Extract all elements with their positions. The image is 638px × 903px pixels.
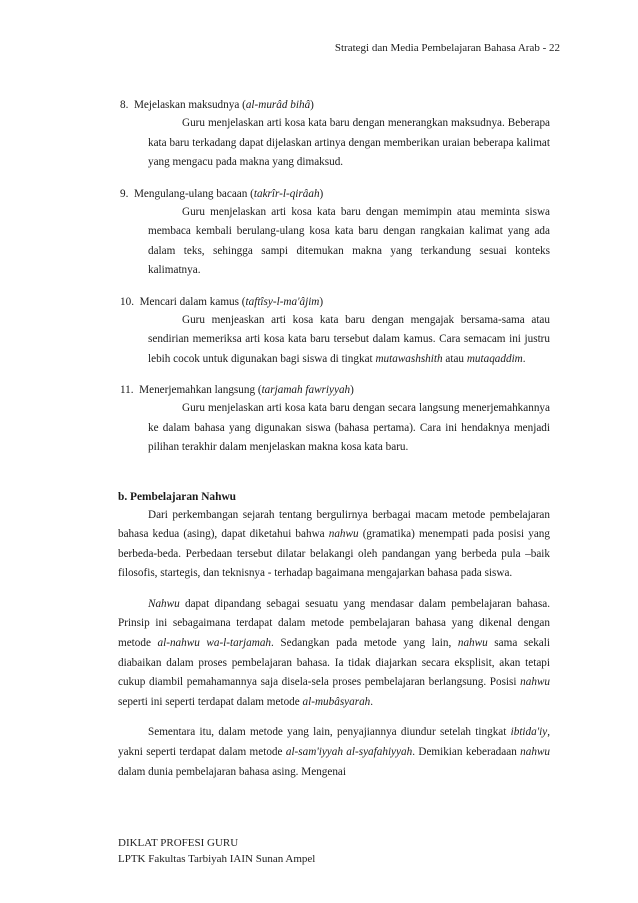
item-number: 11.	[120, 384, 134, 396]
paragraph-term: al-mubâsyarah	[302, 695, 371, 708]
item-text-part: atau	[442, 352, 467, 365]
list-item	[118, 381, 550, 458]
paragraph-term: nahwu	[457, 637, 488, 650]
item-number: 9.	[120, 187, 129, 200]
item-title: Mengulang-ulang bacaan (	[133, 187, 254, 200]
item-text: Guru menjelaskan arti kosa kata baru dengan menerangkan maksudnya. Beberapa kata baru terkadang dapat dijelaskan artinya dengan memberikan uraian beberapa kalimat yang mengacu pada makna yang dimaksud.	[148, 117, 550, 168]
list-item-body	[118, 399, 550, 458]
item-number: 10.	[120, 295, 134, 308]
paragraph-term: ibtida'iy	[510, 726, 548, 739]
paragraph-text: . Demikian keberadaan	[412, 746, 521, 759]
list-item-heading	[118, 293, 550, 311]
list-item	[118, 185, 550, 281]
item-title: Mejelaskan maksudnya (	[133, 99, 246, 111]
item-arabic-term: al-murâd bihâ	[245, 99, 311, 111]
running-header: Strategi dan Media Pembelajaran Bahasa Arab - 22	[334, 42, 560, 54]
paragraph-term: nahwu	[520, 676, 550, 689]
item-number: 8.	[120, 99, 129, 111]
paragraph-text: dapat dipandang sebagai sesuatu yang mendasar dalam pembelajaran bahasa. Prinsip ini sebagaimana terdapat dalam metode pembelajaran bahasa yang dikenal dengan metode	[118, 597, 550, 650]
paragraph	[118, 595, 550, 713]
item-title-end: )	[310, 99, 314, 111]
item-text: Guru menjelaskan arti kosa kata baru dengan memimpin atau meminta siswa membaca kembali berulang-ulang kosa kata baru dengan rangkaian kalimat yang ada dalam teks, sehingga sampi ditemukan makna yang terkandung sesuai konteks kalimatnya.	[148, 205, 550, 276]
list-item-body	[118, 311, 550, 370]
paragraph-text: Sementara itu, dalam metode yang lain, penyajiannya diundur setelah tingkat	[148, 726, 511, 739]
item-title: Menerjemahkan langsung (	[139, 384, 262, 396]
list-item-heading	[118, 96, 550, 114]
paragraph-text: . Sedangkan pada metode yang lain,	[271, 637, 458, 650]
paragraph-term: Nahwu	[148, 597, 180, 610]
item-arabic-term: tarjamah fawriyyah	[261, 384, 351, 396]
list-item	[118, 96, 550, 173]
paragraph-term: nahwu	[328, 528, 359, 541]
list-item-body	[118, 203, 550, 281]
list-item	[118, 293, 550, 370]
item-text-part: .	[522, 352, 526, 365]
paragraph-text: Dari perkembangan sejarah tentang bergulirnya berbagai macam metode pembelajaran bahasa kedua (asing), dapat diketahui bahwa	[118, 508, 550, 541]
item-title-end: )	[319, 187, 324, 200]
list-item-body	[118, 114, 550, 173]
item-title-end: )	[319, 295, 324, 308]
item-term: mutawashshith	[375, 352, 443, 365]
paragraph-text: sama sekali diabaikan dalam proses pembelajaran bahasa. Ia tidak diajarkan secara eksplisit, akan tetapi cukup diambil pemahamannya saja disela-sela proses pembelajaran berlangsung. Posisi	[118, 637, 550, 689]
item-title-end: )	[350, 384, 354, 396]
paragraph-text: seperti ini seperti terdapat dalam metode	[118, 695, 303, 708]
paragraph-text: (gramatika) menempati pada posisi yang berbeda-beda. Perbedaan tersebut dilatar belakangi oleh pandangan yang berbeda pula –baik filosofis, startegis, dan teknisnya - terhadap bagaimana mengajarkan bahasa pada siswa.	[118, 528, 550, 580]
paragraph-text: dalam dunia pembelajaran bahasa asing. Mengenai	[118, 765, 347, 778]
page-footer	[118, 835, 315, 867]
item-title: Mencari dalam kamus (	[139, 295, 246, 308]
paragraph-term: al-nahwu wa-l-tarjamah	[157, 637, 272, 650]
paragraph	[118, 723, 550, 782]
paragraph-text: , yakni seperti terdapat dalam metode	[118, 726, 550, 759]
item-term: mutaqaddim	[466, 352, 523, 365]
paragraph-term: al-sam'iyyah al-syafahiyyah	[285, 746, 413, 759]
paragraph-text: .	[370, 695, 374, 708]
item-text: Guru menjelaskan arti kosa kata baru dengan secara langsung menerjemahkannya ke dalam bahasa yang digunakan siswa (bahasa pertama). Cara ini hendaknya menjadi pilihan terakhir dalam menjelaskan makna kosa kata baru.	[148, 402, 550, 453]
paragraph-term: nahwu	[520, 746, 551, 759]
page-content	[118, 96, 550, 793]
item-text-part: Guru menjeaskan arti kosa kata baru dengan mengajak bersama-sama atau sendirian memeriksa arti kosa kata baru tersebut dalam kamus. Cara semacam ini justru lebih cocok untuk digunakan bagi siswa di tingkat	[148, 313, 550, 365]
footer-line: DIKLAT PROFESI GURU	[118, 837, 239, 849]
footer-line: LPTK Fakultas Tarbiyah IAIN Sunan Ampel	[118, 853, 316, 865]
item-arabic-term: takrîr-l-qirâah	[253, 187, 320, 200]
item-arabic-term: taftîsy-l-ma'âjim	[245, 295, 320, 308]
item-text	[148, 311, 550, 370]
list-item-heading	[118, 185, 550, 203]
section-heading: b. Pembelajaran Nahwu	[118, 490, 237, 503]
paragraph	[118, 506, 550, 584]
list-item-heading	[118, 381, 550, 399]
